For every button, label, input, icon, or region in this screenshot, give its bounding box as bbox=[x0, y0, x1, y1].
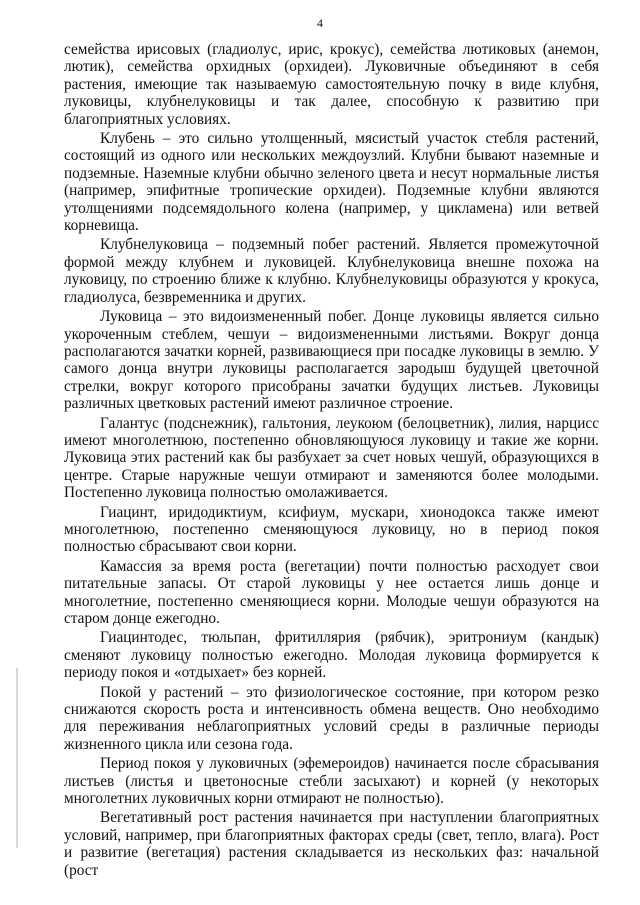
paragraph-galanthus: Галантус (подснежник), гальтония, леукоюм (белоцветник), лилия, нарцисс имеют многолетнюю, постепенно обновляющуюся луковицу и такие же корни. Луковица этих растений как бы разбухает за счет новых чешуй, образующихся в центре. Старые наружные чешуи отмирают и заменяются более молодыми. Постепенно луковица полностью омолаживается. bbox=[64, 414, 599, 502]
scan-margin-mark bbox=[16, 668, 18, 848]
page-number: 4 bbox=[317, 16, 323, 30]
paragraph-camassia: Камассия за время роста (вегетации) почти полностью расходует свои питательные запасы. От старой луковицы у нее остается лишь донце и многолетние, постепенно сменяющиеся корни. Молодые чешуи образуются на старом донце ежегодно. bbox=[64, 557, 599, 627]
paragraph-hyacinthoides: Гиацинтодес, тюльпан, фритиллярия (рябчик), эритрониум (кандык) сменяют луковицу полностью ежегодно. Молодая луковица формируется к периоду покоя и «отдыхает» без корней. bbox=[64, 629, 599, 682]
paragraph-bulb: Луковица – это видоизмененный побег. Донце луковицы является сильно укороченным стеблем, чешуи – видоизмененными листьями. Вокруг донца располагаются зачатки корней, развивающиеся при посадке луковицы в землю. У самого донца внутри луковицы располагается зародыш будущей цветочной стрелки, вокруг которого присобраны зачатки будущих листьев. Луковицы различных цветковых растений имеют различное строение. bbox=[64, 308, 599, 413]
paragraph-corm: Клубнелуковица – подземный побег растений. Является промежуточной формой между клубнем и луковицей. Клубнелуковица внешне похожа на луковицу, по строению ближе к клубню. Клубнелуковицы образуются у крокуса, гладиолуса, безвременника и других. bbox=[64, 236, 599, 306]
paragraph-tuber: Клубень – это сильно утолщенный, мясистый участок стебля растений, состоящий из одного или нескольких междоузлий. Клубни бывают наземные и подземные. Наземные клубни обычно зеленого цвета и несут нормальные листья (например, эпифитные тропические орхидеи). Подземные клубни являются утолщениями подсемядольного колена (например, у цикламена) или ветвей корневища. bbox=[64, 130, 599, 235]
paragraph-dormancy: Покой у растений – это физиологическое состояние, при котором резко снижаются скорость роста и интенсивность обмена веществ. Оно необходимо для переживания неблагоприятных условий среды в различные периоды жизненного цикла или сезона года. bbox=[64, 683, 599, 753]
paragraph-dormancy-period: Период покоя у луковичных (эфемероидов) начинается после сбрасывания листьев (листья и цветоносные стебли засыхают) и корней (у некоторых многолетних луковичных корни отмирают не полностью). bbox=[64, 755, 599, 808]
paragraph-hyacinth: Гиацинт, иридодиктиум, ксифиум, мускари, хионодокса также имеют многолетнюю, постепенно сменяющуюся луковицу, но в период покоя полностью сбрасывают свои корни. bbox=[64, 503, 599, 556]
paragraph-continuation: семейства ирисовых (гладиолус, ирис, крокус), семейства лютиковых (анемон, лютик), семейства орхидных (орхидеи). Луковичные объединяют в себя растения, имеющие так называемую самостоятельную почку в виде клубня, луковицы, клубнелуковицы и так далее, способную к развитию при благоприятных условиях. bbox=[64, 41, 599, 128]
document-body bbox=[64, 41, 599, 881]
paragraph-vegetative-growth: Вегетативный рост растения начинается при наступлении благоприятных условий, например, при благоприятных факторах среды (свет, тепло, влага). Рост и развитие (вегетация) растения складывается из нескольких фаз: начальной (рост bbox=[64, 809, 599, 879]
